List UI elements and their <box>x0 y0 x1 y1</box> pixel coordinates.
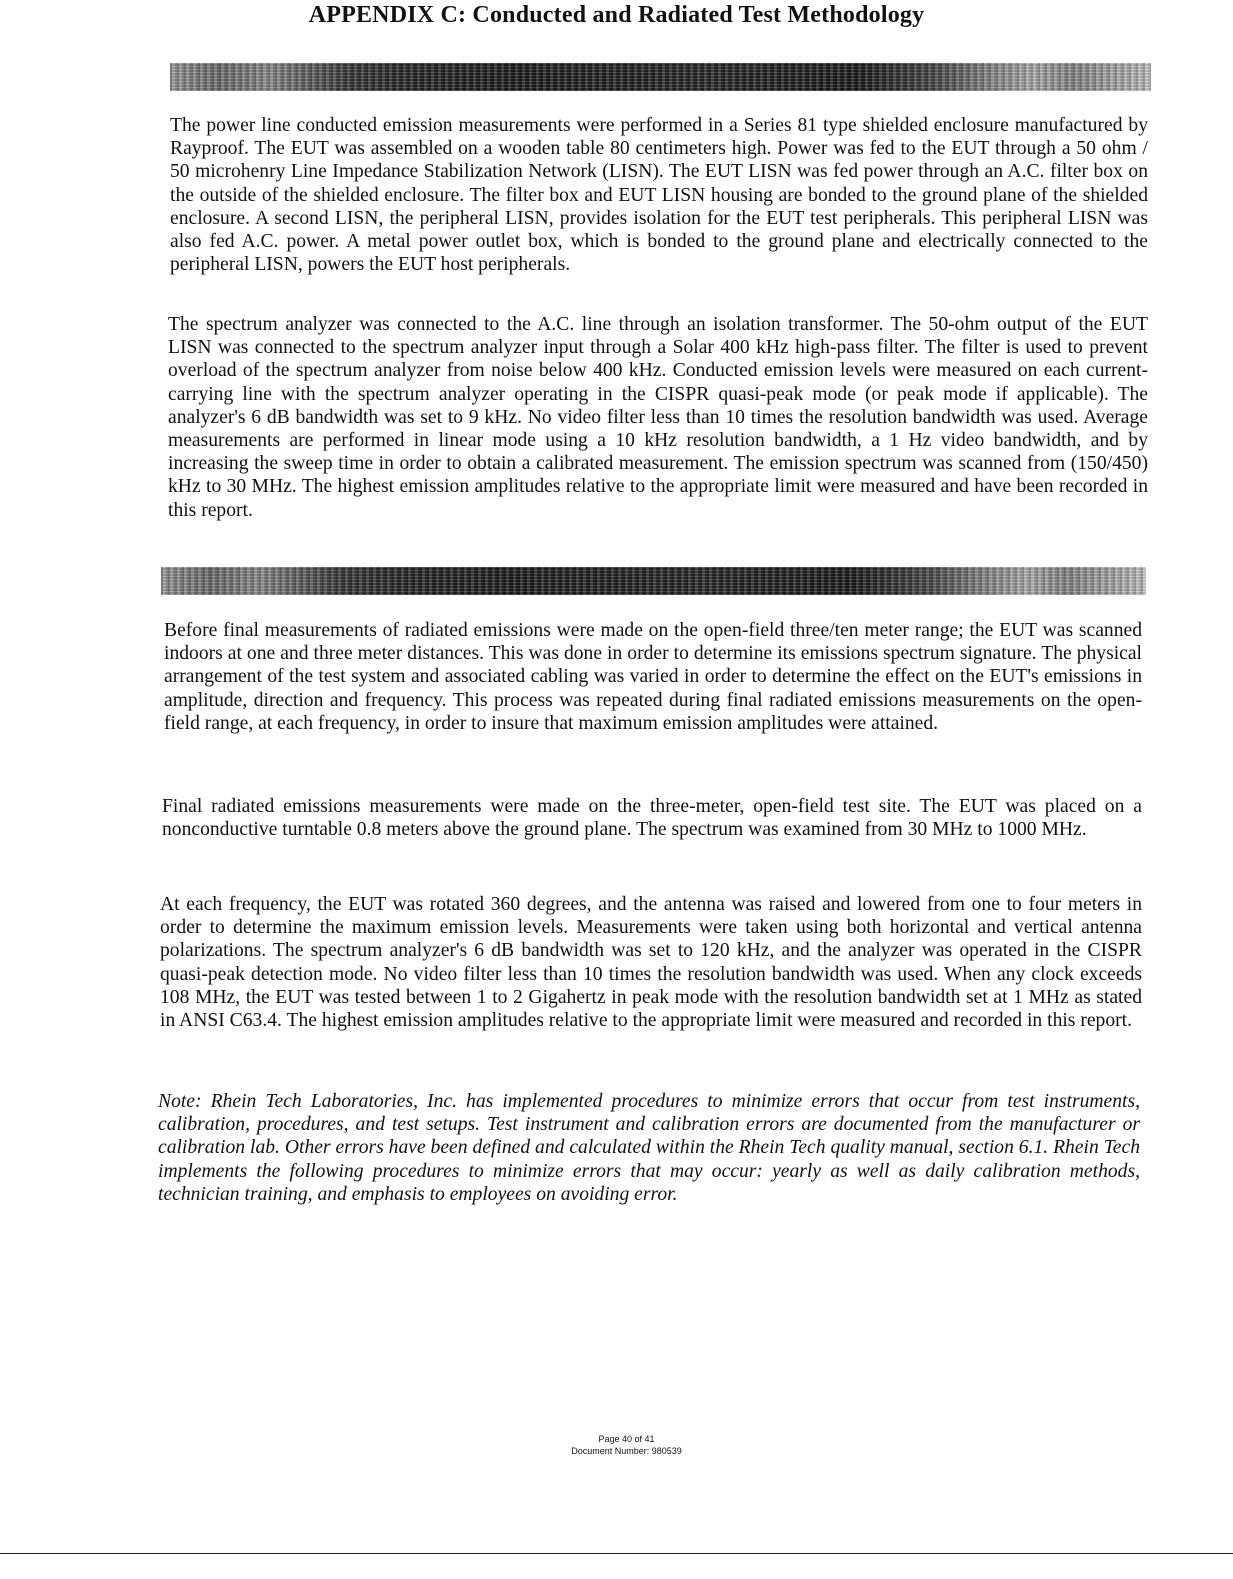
note-paragraph: Note: Rhein Tech Laboratories, Inc. has implemented procedures to minimize errors that occur from test instruments, calibration, procedures, and test setups. Test instrument and calibration errors are documented from the manufacturer or calibration lab. Other errors have been defined and calculated within the Rhein Tech quality manual, section 6.1. Rhein Tech implements the following procedures to minimize errors that may occur: yearly as well as daily calibration methods, technician training, and emphasis to employees on avoiding error. <box>158 1091 1140 1205</box>
page-number: Page 40 of 41 <box>598 1434 655 1444</box>
radiated-paragraph-final: Final radiated emissions measurements were made on the three-meter, open-field test site. The EUT was placed on a nonconductive turntable 0.8 meters above the ground plane. The spectrum was examined from 30 MHz to 1000 MHz. <box>162 796 1142 841</box>
page-footer <box>0 1433 1233 1457</box>
document-number: Document Number: 980539 <box>571 1446 682 1456</box>
conducted-paragraph-analyzer: The spectrum analyzer was connected to the A.C. line through an isolation transformer. The 50-ohm output of the EUT LISN was connected to the spectrum analyzer input through a Solar 400 kHz high-pass filter. The filter is used to prevent overload of the spectrum analyzer from noise below 400 kHz. Conducted emission levels were measured on each current-carrying line with the spectrum analyzer operating in the CISPR quasi-peak mode (or peak mode if applicable). The analyzer's 6 dB bandwidth was set to 9 kHz. No video filter less than 10 times the resolution bandwidth was used. Average measurements are performed in linear mode using a 10 kHz resolution bandwidth, a 1 Hz video bandwidth, and by increasing the sweep time in order to obtain a calibrated measurement. The emission spectrum was scanned from (150/450) kHz to 30 MHz. The highest emission amplitudes relative to the appropriate limit were measured and have been recorded in this report. <box>168 314 1148 521</box>
conducted-paragraph-setup: The power line conducted emission measurements were performed in a Series 81 type shielded enclosure manufactured by Rayproof. The EUT was assembled on a wooden table 80 centimeters high. Power was fed to the EUT through a 50 ohm / 50 microhenry Line Impedance Stabilization Network (LISN). The EUT LISN was fed power through an A.C. filter box on the outside of the shielded enclosure. The filter box and EUT LISN housing are bonded to the ground plane of the shielded enclosure. A second LISN, the peripheral LISN, provides isolation for the EUT test peripherals. This peripheral LISN was also fed A.C. power. A metal power outlet box, which is bonded to the ground plane and electrically connected to the peripheral LISN, powers the EUT host peripherals. <box>170 115 1148 276</box>
radiated-paragraph-procedure: At each frequency, the EUT was rotated 360 degrees, and the antenna was raised and lowered from one to four meters in order to determine the maximum emission levels. Measurements were taken using both horizontal and vertical antenna polarizations. The spectrum analyzer's 6 dB bandwidth was set to 120 kHz, and the analyzer was operated in the CISPR quasi-peak detection mode. No video filter less than 10 times the resolution bandwidth was used. When any clock exceeds 108 MHz, the EUT was tested between 1 to 2 Gigahertz in peak mode with the resolution bandwidth set at 1 MHz as stated in ANSI C63.4. The highest emission amplitudes relative to the appropriate limit were measured and recorded in this report. <box>160 894 1142 1032</box>
radiated-paragraph-prescan: Before final measurements of radiated emissions were made on the open-field three/ten meter range; the EUT was scanned indoors at one and three meter distances. This was done in order to determine its emissions spectrum signature. The physical arrangement of the test system and associated cabling was varied in order to determine the effect on the EUT's emissions in amplitude, direction and frequency. This process was repeated during final radiated emissions measurements on the open-field range, at each frequency, in order to insure that maximum emission amplitudes were attained. <box>164 620 1142 734</box>
section-banner-conducted <box>170 63 1151 91</box>
bottom-divider <box>0 1553 1233 1554</box>
page-title: APPENDIX C: Conducted and Radiated Test Methodology <box>308 2 925 28</box>
section-banner-radiated <box>161 567 1146 595</box>
